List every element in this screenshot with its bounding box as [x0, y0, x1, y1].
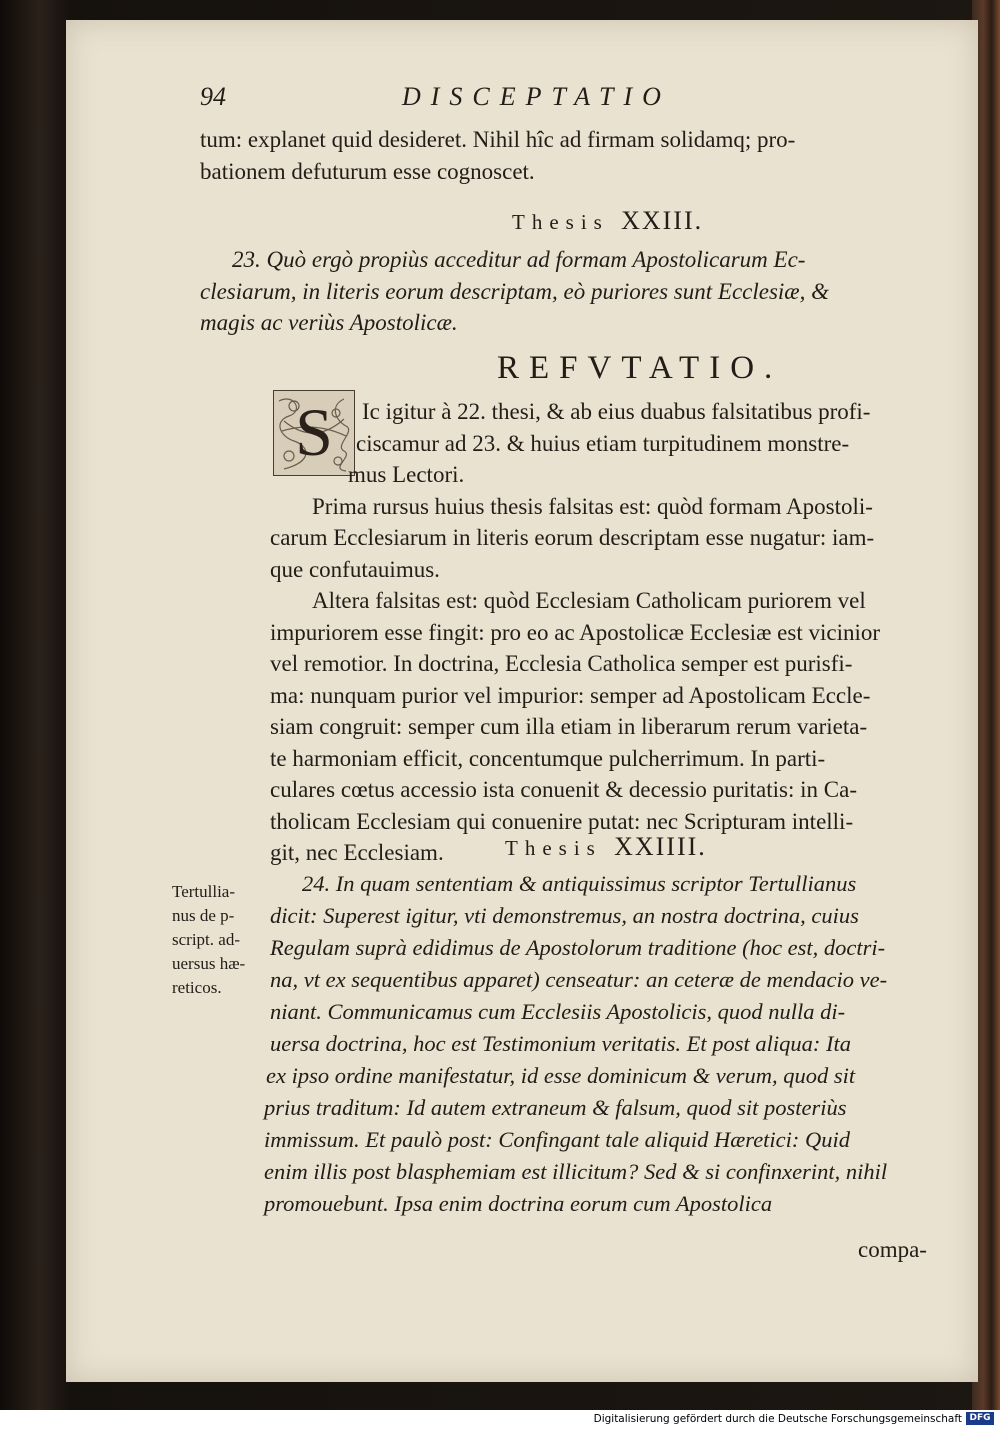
dfg-logo: DFG — [966, 1412, 994, 1425]
text-line: tholicam Ecclesiam qui conuenire putat: nec Scripturam intelli- — [270, 808, 854, 834]
text-line: te harmoniam efficit, concentumque pulcherrimum. In parti- — [270, 745, 826, 771]
text-line: siam congruit: semper cum illa etiam in liberarum rerum varieta- — [270, 714, 868, 739]
text-line: promouebunt. Ipsa enim doctrina eorum cum Apostolica — [264, 1191, 773, 1216]
text-line: carum Ecclesiarum in literis eorum descriptam esse nugatur: iam- — [270, 525, 875, 550]
page-number: 94 — [200, 82, 226, 111]
text-line: que confutauimus. — [270, 556, 440, 582]
thesis-24-heading: Thesis XXIIII. — [505, 832, 707, 861]
footer-credit: Digitalisierung gefördert durch die Deutsche Forschungsgemeinschaft — [593, 1413, 962, 1425]
catchword: compa- — [858, 1237, 927, 1262]
text-line: Regulam suprà edidimus de Apostolorum traditione (hoc est, doctri- — [270, 935, 886, 960]
text-line: culares cœtus accessio ista conuenit & decessio puritatis: in Ca- — [270, 777, 857, 802]
text-line: ex ipso ordine manifestatur, id esse dominicum & verum, quod sit — [266, 1063, 856, 1088]
svg-text:S: S — [295, 394, 333, 470]
refutatio-text — [200, 396, 900, 869]
intro-block — [200, 124, 900, 187]
text-line: clesiarum, in literis eorum descriptam, eò puriores sunt Ecclesiæ, & — [200, 278, 830, 304]
text-line: na, vt ex sequentibus apparet) censeatur: an ceteræ de mendacio ve- — [270, 967, 888, 992]
text-line: 24. In quam sententiam & antiquissimus scriptor Tertullianus — [302, 871, 857, 896]
text-line: magis ac veriùs Apostolicæ. — [200, 310, 458, 335]
margin-note-line: nus de p- — [172, 906, 235, 925]
margin-note-line: reticos. — [172, 978, 222, 997]
text-line: Altera falsitas est: quòd Ecclesiam Catholicam puriorem vel — [312, 588, 866, 613]
text-line: mus Lectori. — [348, 462, 465, 487]
text-line: prius traditum: Id autem extraneum & falsum, quod sit posteriùs — [264, 1095, 847, 1120]
thesis-23-text — [200, 244, 900, 339]
margin-note-line: script. ad- — [172, 930, 240, 949]
text-line: vel remotior. In doctrina, Ecclesia Catholica semper est purisfi- — [270, 651, 853, 676]
text-line: impuriorem esse fingit: pro eo ac Apostolicæ Ecclesiæ est vicinior — [270, 619, 881, 645]
text-line: niant. Communicamus cum Ecclesiis Apostolicis, quod nulla di- — [270, 999, 846, 1024]
refutatio-heading: REFVTATIO. — [497, 350, 783, 386]
text-line: bationem defuturum esse cognoscet. — [200, 158, 535, 184]
thesis-24-text — [200, 868, 900, 1220]
text-line: ma: nunquam purior vel impurior: semper ad Apostolicam Eccle- — [270, 682, 871, 708]
thesis-23-heading: Thesis XXIII. — [512, 206, 704, 235]
text-line: Ic igitur à 22. thesi, & ab eius duabus falsitatibus profi- — [362, 399, 871, 424]
text-line: immissum. Et paulò post: Confingant tale aliquid Hæretici: Quid — [264, 1127, 851, 1152]
digitization-footer — [0, 1410, 1000, 1429]
text-line: ciscamur ad 23. & huius etiam turpitudinem monstre- — [356, 430, 850, 456]
text-line: 23. Quò ergò propiùs acceditur ad formam Apostolicarum Ec- — [232, 247, 806, 272]
text-line: Prima rursus huius thesis falsitas est: quòd formam Apostoli- — [312, 493, 873, 519]
text-line: enim illis post blasphemiam est illicitum? Sed & si confinxerint, nihil — [264, 1159, 888, 1184]
text-line: uersa doctrina, hoc est Testimonium veritatis. Et post aliqua: Ita — [270, 1031, 852, 1056]
text-line: tum: explanet quid desideret. Nihil hîc ad firmam solidamq; pro- — [200, 127, 796, 152]
margin-note-line: uersus hæ- — [172, 954, 246, 973]
margin-note-line: Tertullia- — [172, 882, 236, 901]
running-title: DISCEPTATIO — [402, 82, 671, 111]
text-line: dicit: Superest igitur, vti demonstremus, an nostra doctrina, cuius — [270, 903, 859, 928]
text-line: git, nec Ecclesiam. — [270, 840, 444, 865]
